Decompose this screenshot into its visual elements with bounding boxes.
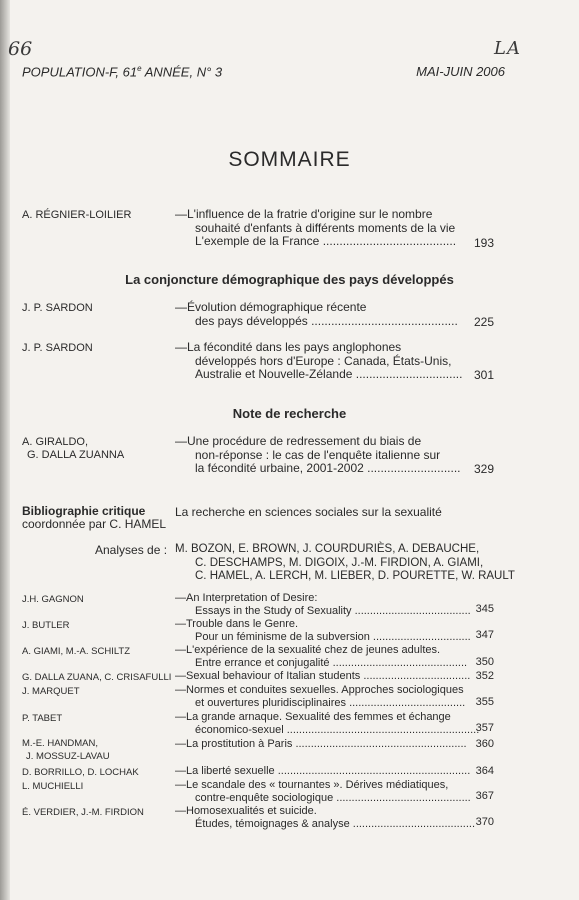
page-number: 355 (475, 696, 494, 708)
author-line: G. DALLA ZUANA, C. CRISAFULLI (22, 672, 172, 683)
author-line: J. MOSSUZ-LAVAU (26, 751, 110, 762)
page-number: 357 (475, 722, 494, 734)
review-entry[interactable] (175, 684, 465, 709)
page-number: 360 (475, 738, 494, 750)
review-title-line: et ouvertures pluridisciplinaires ...................................... (195, 696, 466, 709)
review-entry[interactable] (175, 738, 467, 751)
review-title-line: —An Interpretation of Desire: (175, 592, 318, 604)
review-author (22, 766, 139, 779)
bibliography-label: Bibliographie critique (22, 504, 146, 518)
review-title-line: contre-enquête sociologique ............................................ (195, 791, 471, 804)
binding-shadow (0, 0, 10, 900)
review-title-line: —La grande arnaque. Sexualité des femmes et échange (175, 711, 451, 723)
article-author (22, 436, 124, 462)
article-entry[interactable] (175, 301, 458, 328)
review-title-line: —L'expérience de la sexualité chez de jeunes adultes. (175, 644, 441, 656)
author-line: J. P. SARDON (22, 302, 93, 314)
review-title-line: Études, témoignages & analyse ........................................ (195, 817, 476, 830)
article-title-line: —La fécondité dans les pays anglophones (175, 340, 402, 354)
page-number: 347 (475, 629, 494, 641)
review-entry[interactable] (175, 592, 471, 617)
article-author (22, 342, 93, 355)
review-title-line: —Homosexualités et suicide. (175, 805, 317, 817)
page-number: 367 (475, 790, 494, 802)
article-title-line: développés hors d'Europe : Canada, États-Unis, (195, 353, 452, 368)
article-entry[interactable] (175, 435, 460, 476)
author-line: G. DALLA ZUANNA (27, 449, 125, 461)
author-line: P. TABET (22, 713, 63, 724)
review-title-line: —Sexual behaviour of Italian students ................................... (175, 670, 471, 682)
review-title-line: Entre errance et conjugalité ............................................ (195, 656, 468, 669)
journal-header (22, 64, 222, 79)
article-title-line: non-réponse : le cas de l'enquête italienne sur (195, 447, 441, 462)
review-author (22, 671, 171, 684)
author-line: J. P. SARDON (22, 342, 93, 354)
section-heading: Note de recherche (232, 406, 347, 421)
section-heading: La conjoncture démographique des pays développés (125, 272, 454, 287)
review-entry[interactable] (175, 805, 475, 830)
author-line: É. VERDIER, J.-M. FIRDION (22, 807, 144, 818)
article-entry[interactable] (175, 341, 462, 382)
author-line: A. GIAMI, M.-A. SCHILTZ (22, 646, 131, 657)
author-line: J. MARQUET (22, 686, 80, 697)
review-entry[interactable] (175, 644, 467, 669)
issue-date: MAI-JUIN 2006 (416, 64, 505, 79)
article-title-line: —L'influence de la fratrie d'origine sur le nombre (175, 207, 433, 221)
review-title-line: —La prostitution à Paris ........................................................ (175, 738, 467, 750)
journal-name: POPULATION-F, 61 (22, 64, 138, 80)
review-title-line: Essays in the Study of Sexuality ...................................... (195, 604, 471, 617)
handwritten-initials: LA (494, 38, 521, 59)
handwritten-number: 66 (8, 38, 33, 60)
author-line: A. GIRALDO, (22, 436, 89, 448)
review-author (22, 685, 80, 698)
author-line: J. BUTLER (22, 620, 70, 631)
review-entry[interactable] (175, 779, 471, 804)
page-number: 225 (473, 315, 494, 329)
article-title-line: la fécondité urbaine, 2001-2002 ............................ (195, 461, 461, 475)
article-title-line: Australie et Nouvelle-Zélande ................................ (195, 367, 463, 381)
analyses-label: Analyses de : (95, 543, 168, 557)
page-number: 364 (475, 765, 494, 777)
analyses-line: C. DESCHAMPS, M. DIGOIX, J.-M. FIRDION, A. GIAMI, (195, 556, 484, 569)
ordinal-suffix: e (137, 64, 142, 73)
analyses-line: M. BOZON, E. BROWN, J. COURDURIÈS, A. DEBAUCHE, (175, 543, 480, 555)
review-entry[interactable] (175, 711, 479, 736)
bibliography-heading (22, 505, 166, 531)
article-title-line: L'exemple de la France ........................................ (195, 234, 457, 248)
review-author (22, 645, 130, 658)
analyses-line: C. HAMEL, A. LERCH, M. LIEBER, D. POURETTE, W. RAULT (195, 570, 515, 582)
review-author (22, 619, 70, 632)
author-line: J.H. GAGNON (22, 594, 84, 605)
review-title-line: —La liberté sexuelle ............................................................... (175, 765, 471, 777)
author-line: M.-E. HANDMAN, (22, 738, 98, 749)
review-entry[interactable] (175, 765, 470, 778)
article-entry[interactable] (175, 208, 456, 249)
review-author (22, 780, 83, 793)
page-number: 345 (475, 603, 494, 615)
article-author (22, 302, 93, 315)
author-line: D. BORRILLO, D. LOCHAK (22, 767, 139, 778)
analyses-authors (175, 543, 515, 584)
page-number: 329 (473, 462, 494, 476)
page-number: 370 (475, 816, 494, 828)
author-line: A. RÉGNIER-LOILIER (22, 209, 132, 221)
review-title-line: —Le scandale des « tournantes ». Dérives médiatiques, (175, 779, 449, 791)
article-title-line: —Une procédure de redressement du biais de (175, 434, 422, 448)
review-author (22, 593, 84, 606)
page-number: 193 (473, 236, 494, 250)
review-entry[interactable] (175, 618, 471, 643)
review-author (22, 712, 62, 725)
bibliography-coordinator: coordonnée par C. HAMEL (22, 517, 167, 531)
review-title-line: économico-sexuel ............................................................... (195, 723, 480, 736)
review-title-line: —Normes et conduites sexuelles. Approches sociologiques (175, 684, 464, 696)
journal-issue: ANNÉE, N° 3 (141, 64, 223, 80)
article-title-line: —Évolution démographique récente (175, 300, 367, 314)
page-number: 350 (475, 656, 494, 668)
article-author (22, 209, 131, 222)
review-title-line: —Trouble dans le Genre. (175, 618, 299, 630)
review-entry[interactable] (175, 670, 470, 683)
review-author (22, 806, 144, 819)
article-title-line: des pays développés ............................................ (195, 313, 458, 328)
author-line: L. MUCHIELLI (22, 781, 84, 792)
bibliography-title: La recherche en sciences sociales sur la sexualité (175, 505, 442, 519)
page-number: 352 (475, 670, 494, 682)
article-title-line: souhaité d'enfants à différents moments de la vie (195, 220, 456, 235)
page-title: SOMMAIRE (228, 148, 351, 171)
page-number: 301 (473, 368, 494, 382)
review-author (22, 737, 110, 763)
review-title-line: Pour un féminisme de la subversion ................................ (195, 630, 471, 643)
